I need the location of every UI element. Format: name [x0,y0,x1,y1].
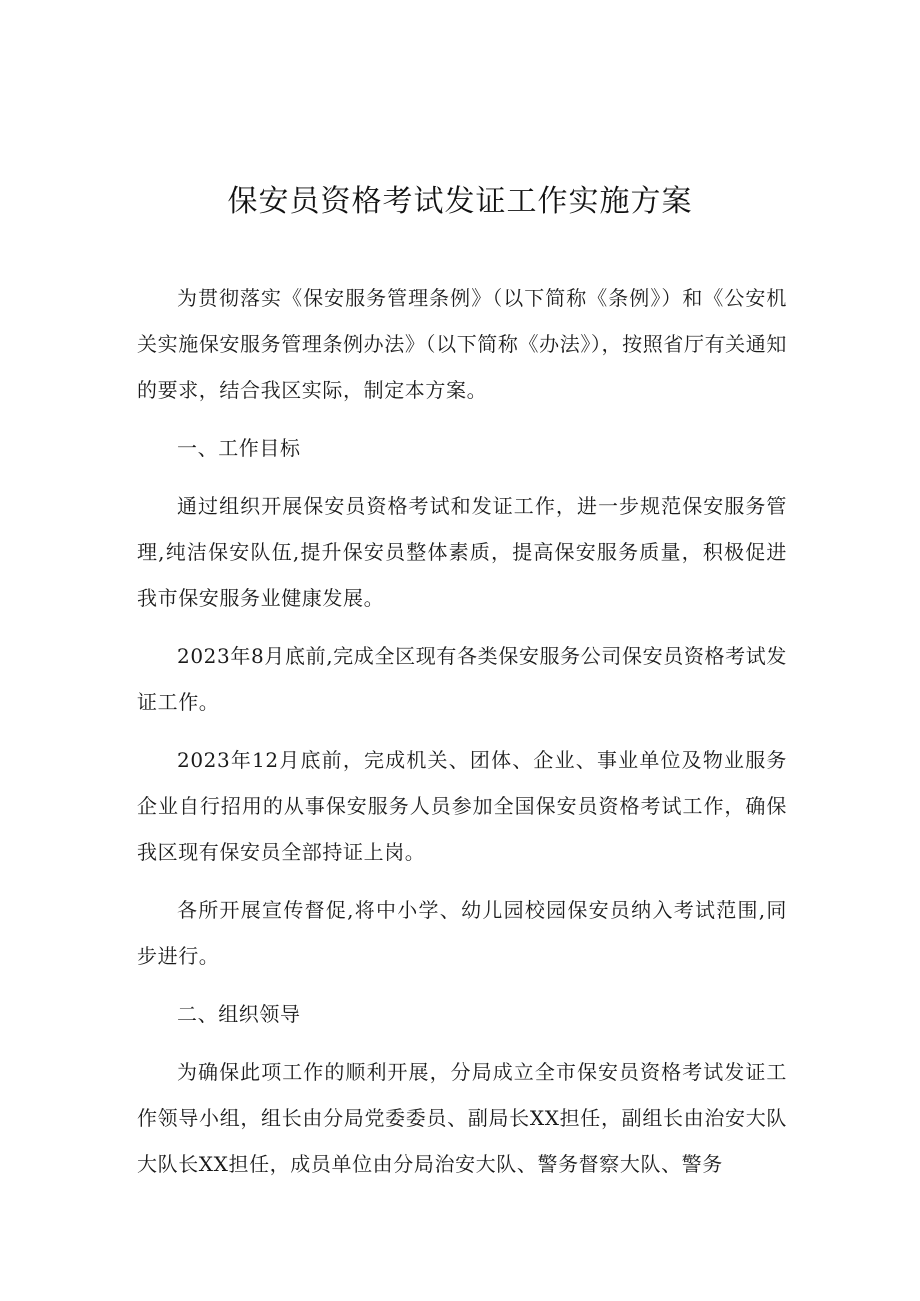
paragraph-leadership: 为确保此项工作的顺利开展，分局成立全市保安员资格考试发证工作领导小组，组长由分局党委委员、副局长XX担任，副组长由治安大队大队长XX担任，成员单位由分局治安大队、警务督察大队、警务 [137,1060,787,1176]
document-title: 保安员资格考试发证工作实施方案 [227,184,693,219]
section-heading-leadership: 二、组织领导 [177,1002,301,1026]
paragraph-schools: 各所开展宣传督促,将中小学、幼儿园校园保安员纳入考试范围,同步进行。 [137,898,787,968]
document-body [137,275,787,1187]
paragraph-goals: 通过组织开展保安员资格考试和发证工作，进一步规范保安服务管理,纯洁保安队伍,提升保安员整体素质，提高保安服务质量，积极促进我市保安服务业健康发展。 [137,494,787,610]
paragraph-deadline-december: 2023年12月底前，完成机关、团体、企业、事业单位及物业服务企业自行招用的从事保安服务人员参加全国保安员资格考试工作，确保我区现有保安员全部持证上岗。 [137,748,787,864]
paragraph-gap [137,471,787,483]
paragraph-gap [137,875,787,887]
paragraph-deadline-august: 2023年8月底前,完成全区现有各类保安服务公司保安员资格考试发证工作。 [137,644,787,714]
paragraph-gap [137,621,787,633]
paragraph-intro: 为贯彻落实《保安服务管理条例》（以下简称《条例》）和《公安机关实施保安服务管理条例办法》（以下简称《办法》），按照省厅有关通知的要求，结合我区实际，制定本方案。 [137,286,787,402]
paragraph-gap [137,725,787,737]
paragraph-gap [137,413,787,425]
paragraph-gap [137,1037,787,1049]
section-heading-goals: 一、工作目标 [177,436,301,460]
paragraph-gap [137,979,787,991]
